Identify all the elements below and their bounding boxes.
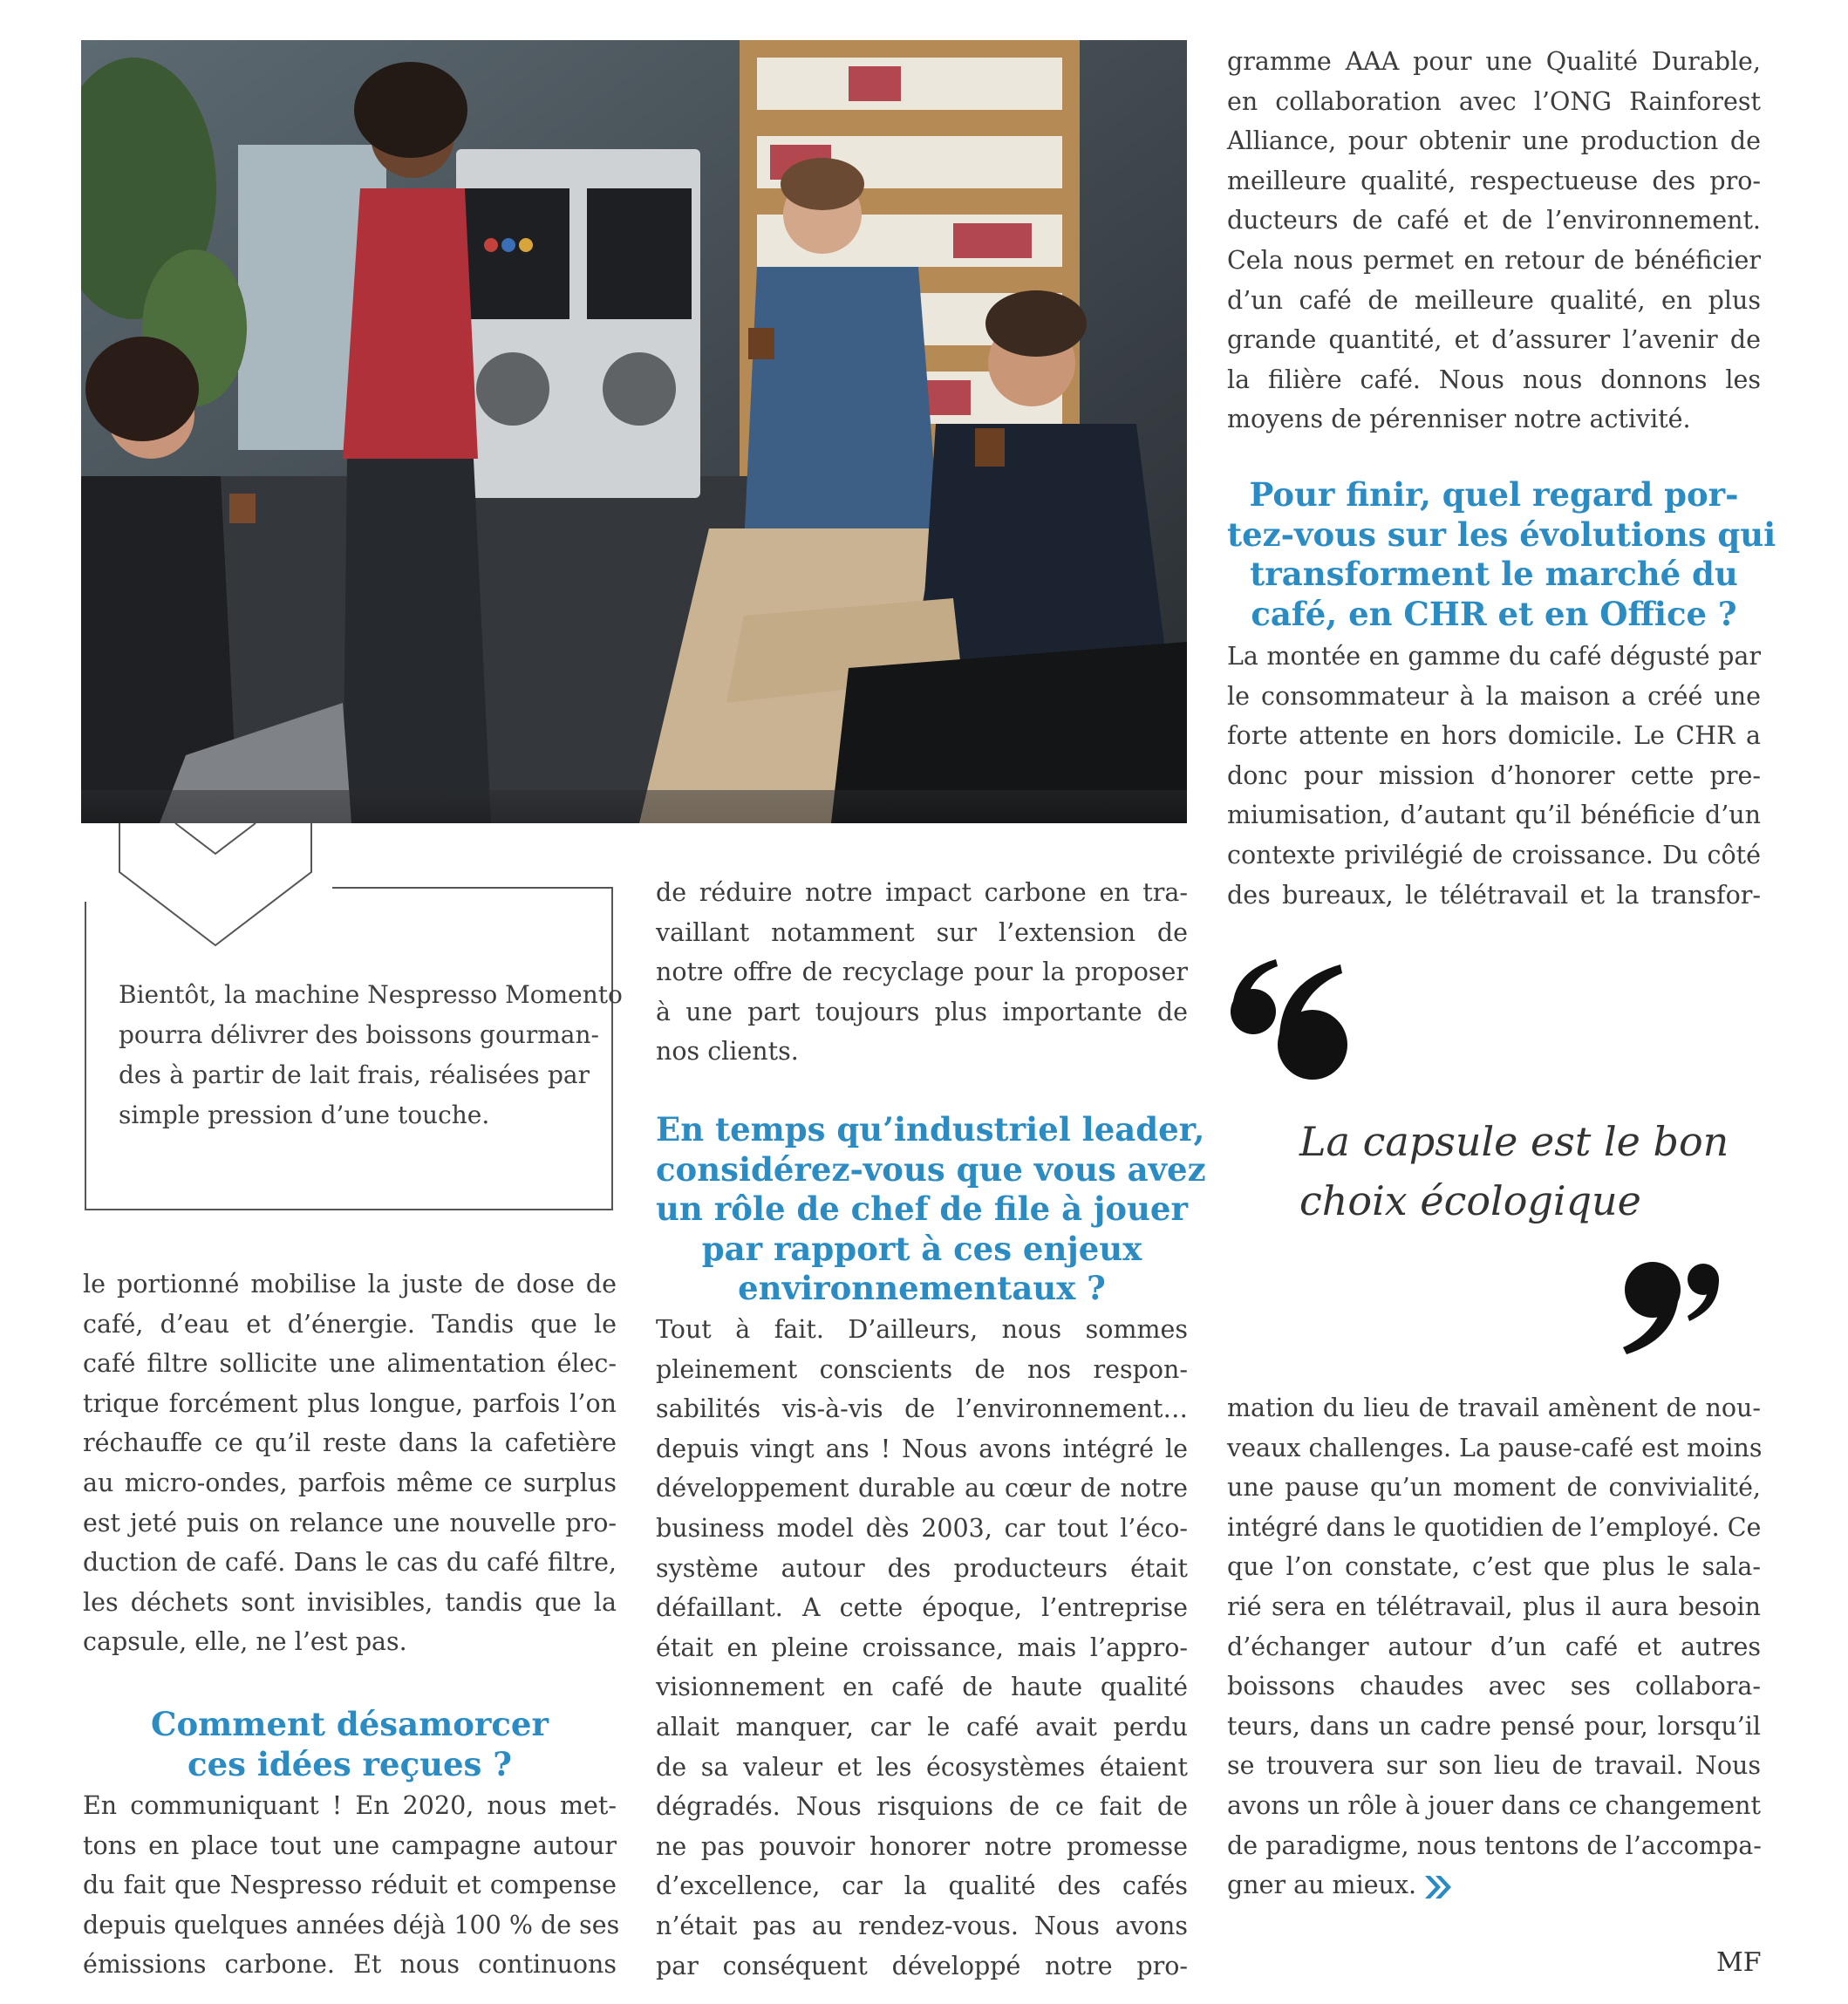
author-signature: MF xyxy=(1716,1947,1762,1978)
col3-heading: Pour finir, quel regard por- tez-vous sur les évolutions qui transforment le marché du café, en CHR et en Office ? xyxy=(1227,475,1776,633)
col2-heading: En temps qu’industriel leader, considérez-vous que vous avez un rôle de chef de file à jouer par rapport à ces enjeux environnementaux ? xyxy=(656,1110,1206,1308)
article-photo xyxy=(81,40,1187,823)
double-chevron-right-icon xyxy=(1423,1874,1455,1900)
col3-paragraph-3: mation du lieu de travail amènent de nou- veaux challenges. La pause-café est moins une pause qu’un moment de convivialité, intégré dans le quotidien de l’employé. Ce que l’on constate, c’est que plus le sala- rié sera en télétravail, plus il aura besoin d’échanger autour d’un café et autres boissons chaudes avec ses collabora- teurs, dans un cadre pensé pour, lorsqu’il se trouvera sur son lieu de travail. Nous avons un rôle à jouer dans ce changement de paradigme, nous tentons de l’accompa- gner au mieux. xyxy=(1227,1394,1763,1900)
open-quote-icon xyxy=(1225,959,1347,1090)
col1-paragraph-1: le portionné mobilise la juste de dose de café, d’eau et d’énergie. Tandis que le café filtre sollicite une alimentation élec- trique forcément plus longue, parfois l’on réchauffe ce qu’il reste dans la cafetière au micro-ondes, parfois même ce surplus est jeté puis on relance une nouvelle pro- duction de café. Dans le cas du café filtre, les déchets sont invisibles, tandis que la capsule, elle, ne l’est pas. xyxy=(83,1270,617,1657)
col1-paragraph-2: En communiquant ! En 2020, nous met- tons en place tout une campagne autour du fait que Nespresso réduit et compense depuis quelques années déjà 100 % de ses émissions carbone. Et nous continuons xyxy=(83,1791,620,1980)
col2-paragraph-2: Tout à fait. D’ailleurs, nous sommes pleinement conscients de nos respon- sabilités vis-à-vis de l’environnement… depuis vingt ans ! Nous avons intégré le développement durable au cœur de notre business model dès 2003, car tout l’éco- système autour des producteurs était défaillant. A cette époque, l’entreprise était en pleine croissance, mais l’appro- visionnement en café de haute qualité allait manquer, car le café avait perdu de sa valeur et les écosystèmes étaient dégradés. Nous risquions de ce fait de ne pas pouvoir honorer notre promesse d’excellence, car la qualité des cafés n’était pas au rendez-vous. Nous avons par conséquent développé notre pro- xyxy=(656,1315,1188,1980)
photo-caption: Bientôt, la machine Nespresso Momento pourra délivrer des boissons gourman- des à partir de lait frais, réalisées par simple pression d’une touche. xyxy=(119,980,623,1129)
close-quote-icon xyxy=(1618,1260,1722,1356)
col3-paragraph-2: La montée en gamme du café dégusté par le consommateur à la maison a créé une forte attente en hors domicile. Le CHR a donc pour mission d’honorer cette pre- miumisation, d’autant qu’il bénéficie d’un contexte privilégié de croissance. Du côté des bureaux, le télétravail et la transfor- xyxy=(1227,642,1761,910)
col2-paragraph-1: de réduire notre impact carbone en tra- vaillant notamment sur l’extension de notre offre de recyclage pour la proposer à une part toujours plus importante de nos clients. xyxy=(656,878,1188,1067)
col3-paragraph-1: gramme AAA pour une Qualité Durable, en collaboration avec l’ONG Rainforest Alliance, pour obtenir une production de meilleure qualité, respectueuse des pro- ducteurs de café et de l’environnement. Cela nous permet en retour de bénéficier d’un café de meilleure qualité, en plus grande quantité, et d’assurer l’avenir de la filière café. Nous nous donnons les moyens de pérenniser notre activité. xyxy=(1227,47,1761,434)
col1-heading: Comment désamorcer ces idées reçues ? xyxy=(151,1705,549,1783)
pull-quote: La capsule est le bon choix écologique xyxy=(1299,1118,1729,1224)
